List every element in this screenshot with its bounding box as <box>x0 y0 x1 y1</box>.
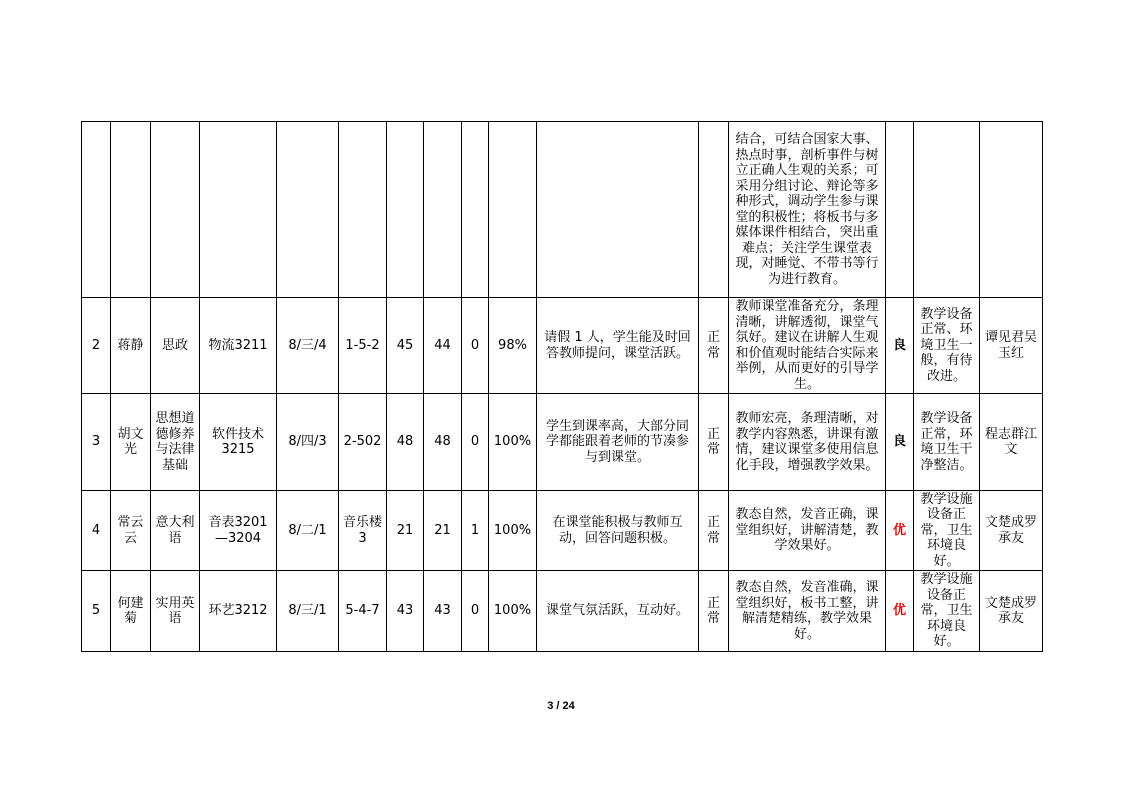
cell-teacher: 常云云 <box>111 491 151 571</box>
cell-attendance-note <box>537 122 699 298</box>
cell-absent <box>462 122 489 298</box>
cell-environment: 教学设备正常，环境卫生干净整洁。 <box>914 394 980 491</box>
cell-teacher <box>111 122 151 298</box>
cell-room: 1-5-2 <box>339 298 387 394</box>
cell-grade: 良 <box>886 298 914 394</box>
cell-suggestion: 教态自然，发音准确，课堂组织好，板书工整，讲解清楚精练，教学效果好。 <box>729 571 886 652</box>
cell-time: 8/三/1 <box>277 571 339 652</box>
cell-teacher: 胡文光 <box>111 394 151 491</box>
cell-class: 软件技术3215 <box>200 394 277 491</box>
cell-attendance-note: 课堂气氛活跃，互动好。 <box>537 571 699 652</box>
cell-grade: 良 <box>886 394 914 491</box>
table-row <box>82 571 1043 652</box>
cell-inspectors <box>980 122 1043 298</box>
cell-status: 正常 <box>699 298 729 394</box>
cell-expected: 48 <box>387 394 424 491</box>
cell-suggestion: 教态自然，发音正确，课堂组织好，讲解清楚，教学效果好。 <box>729 491 886 571</box>
cell-subject: 思政 <box>151 298 200 394</box>
cell-inspectors: 文楚成罗承友 <box>980 571 1043 652</box>
cell-subject: 意大利语 <box>151 491 200 571</box>
cell-actual: 21 <box>424 491 462 571</box>
cell-class <box>200 122 277 298</box>
cell-actual: 48 <box>424 394 462 491</box>
table-row <box>82 394 1043 491</box>
cell-status <box>699 122 729 298</box>
cell-teacher: 何建菊 <box>111 571 151 652</box>
cell-grade: 优 <box>886 491 914 571</box>
cell-attendance-note: 学生到课率高，大部分同学都能跟着老师的节凑参与到课堂。 <box>537 394 699 491</box>
cell-no <box>82 122 111 298</box>
table-row <box>82 491 1043 571</box>
cell-rate <box>489 122 537 298</box>
cell-grade: 优 <box>886 571 914 652</box>
cell-teacher: 蒋静 <box>111 298 151 394</box>
cell-absent: 0 <box>462 394 489 491</box>
page-number: 3 / 24 <box>547 700 575 712</box>
cell-absent: 0 <box>462 571 489 652</box>
cell-status: 正常 <box>699 394 729 491</box>
inspection-table <box>81 121 1043 652</box>
table-row <box>82 298 1043 394</box>
table-row <box>82 122 1043 298</box>
cell-expected: 45 <box>387 298 424 394</box>
cell-absent: 0 <box>462 298 489 394</box>
cell-grade <box>886 122 914 298</box>
cell-attendance-note: 请假 1 人，学生能及时回答教师提问，课堂活跃。 <box>537 298 699 394</box>
cell-expected <box>387 122 424 298</box>
cell-actual: 43 <box>424 571 462 652</box>
cell-environment: 教学设备正常、环境卫生一般，有待改进。 <box>914 298 980 394</box>
cell-rate: 98% <box>489 298 537 394</box>
cell-room: 5-4-7 <box>339 571 387 652</box>
cell-rate: 100% <box>489 571 537 652</box>
cell-expected: 43 <box>387 571 424 652</box>
cell-inspectors: 程志群江文 <box>980 394 1043 491</box>
cell-actual <box>424 122 462 298</box>
cell-room <box>339 122 387 298</box>
cell-suggestion: 教师宏亮，条理清晰，对教学内容熟悉，讲课有激情，建议课堂多使用信息化手段，增强教学效果。 <box>729 394 886 491</box>
cell-environment: 教学设施设备正常，卫生环境良好。 <box>914 491 980 571</box>
cell-no: 4 <box>82 491 111 571</box>
cell-room: 音乐楼3 <box>339 491 387 571</box>
cell-expected: 21 <box>387 491 424 571</box>
cell-environment <box>914 122 980 298</box>
cell-inspectors: 文楚成罗承友 <box>980 491 1043 571</box>
cell-inspectors: 谭见君吴玉红 <box>980 298 1043 394</box>
cell-suggestion: 结合，可结合国家大事、热点时事，剖析事件与树立正确人生观的关系；可采用分组讨论、辩论等多种形式，调动学生参与课堂的积极性；将板书与多媒体课件相结合，突出重难点；关注学生课堂表现，对睡觉、不带书等行为进行教育。 <box>729 122 886 298</box>
cell-time: 8/三/4 <box>277 298 339 394</box>
cell-absent: 1 <box>462 491 489 571</box>
cell-time: 8/二/1 <box>277 491 339 571</box>
cell-suggestion: 教师课堂准备充分，条理清晰，讲解透彻，课堂气氛好。建议在讲解人生观和价值观时能结合实际来举例，从而更好的引导学生。 <box>729 298 886 394</box>
cell-subject: 思想道德修养与法律基础 <box>151 394 200 491</box>
cell-subject: 实用英语 <box>151 571 200 652</box>
cell-room: 2-502 <box>339 394 387 491</box>
cell-no: 2 <box>82 298 111 394</box>
cell-environment: 教学设施设备正常，卫生环境良好。 <box>914 571 980 652</box>
cell-status: 正常 <box>699 571 729 652</box>
cell-class: 音表3201—3204 <box>200 491 277 571</box>
cell-rate: 100% <box>489 491 537 571</box>
cell-no: 3 <box>82 394 111 491</box>
cell-time <box>277 122 339 298</box>
cell-no: 5 <box>82 571 111 652</box>
cell-actual: 44 <box>424 298 462 394</box>
cell-attendance-note: 在课堂能积极与教师互动，回答问题积极。 <box>537 491 699 571</box>
cell-status: 正常 <box>699 491 729 571</box>
cell-subject <box>151 122 200 298</box>
cell-time: 8/四/3 <box>277 394 339 491</box>
cell-rate: 100% <box>489 394 537 491</box>
cell-class: 物流3211 <box>200 298 277 394</box>
cell-class: 环艺3212 <box>200 571 277 652</box>
